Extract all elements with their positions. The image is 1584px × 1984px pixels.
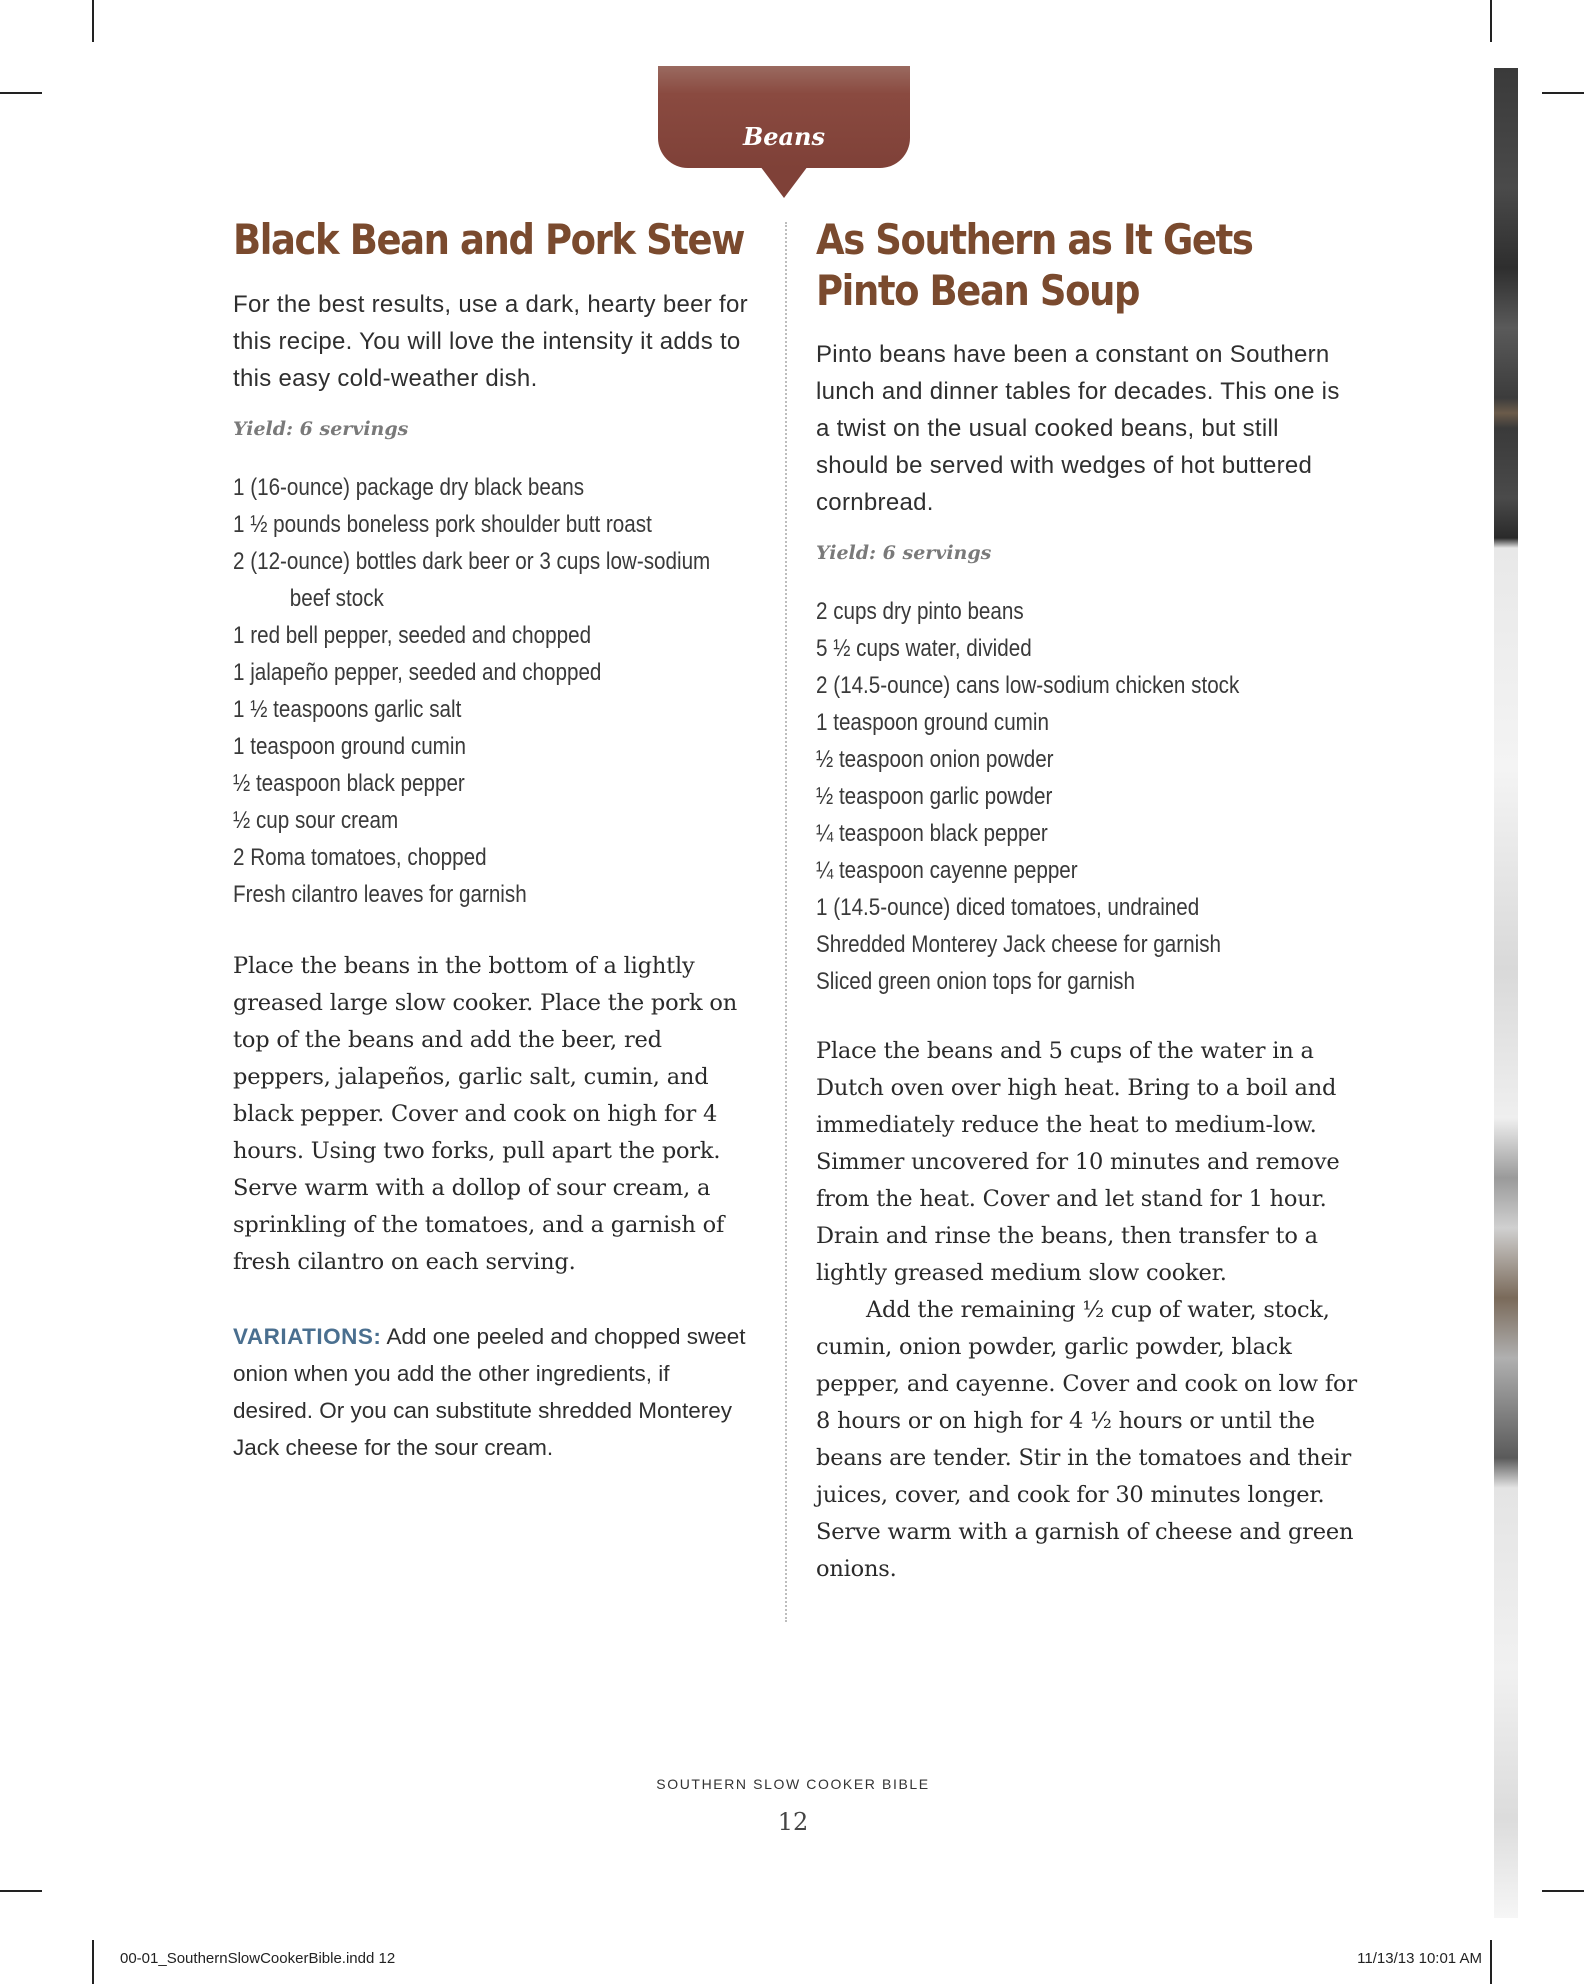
ingredient-item: 1 (16-ounce) package dry black beans	[233, 474, 585, 501]
ingredient-item: ½ teaspoon garlic powder	[816, 783, 1053, 810]
ingredient-item: beef stock	[289, 585, 384, 612]
slug-filename: 00-01_SouthernSlowCookerBible.indd 12	[120, 1950, 396, 1967]
crop-mark	[92, 1940, 94, 1984]
right-recipe-intro: Pinto beans have been a constant on Southern lunch and dinner tables for decades. This one is a twist on the usual cooked beans, but still should be served with wedges of hot buttered cornbread.	[816, 341, 1340, 516]
page-number: 12	[777, 1808, 809, 1836]
crop-mark	[0, 92, 42, 94]
left-recipe-method	[233, 948, 763, 1281]
ingredient-item: 1 red bell pepper, seeded and chopped	[233, 622, 592, 649]
method-paragraph: Add the remaining ½ cup of water, stock, cumin, onion powder, garlic powder, black pepper, and cayenne. Cover and cook on low for 8 hours or on high for 4 ½ hours or until the beans are tender. Stir in the tomatoes and their juices, cover, and cook for 30 minutes longer. Serve warm with a garnish of cheese and green onions.	[816, 1297, 1357, 1582]
crop-mark	[0, 1890, 42, 1892]
crop-mark	[1542, 1890, 1584, 1892]
crop-mark	[1490, 0, 1492, 42]
column-divider	[785, 222, 787, 1622]
crop-mark	[92, 0, 94, 42]
right-recipe-method	[816, 1033, 1362, 1588]
ingredient-item: Fresh cilantro leaves for garnish	[233, 881, 527, 908]
ingredient-item: 1 ½ pounds boneless pork shoulder butt roast	[233, 511, 652, 538]
ingredient-item: ½ teaspoon onion powder	[816, 746, 1054, 773]
ingredient-item: 1 teaspoon ground cumin	[816, 709, 1049, 736]
ingredient-item: 2 (14.5-ounce) cans low-sodium chicken stock	[816, 672, 1240, 699]
right-recipe-title-line2: Pinto Bean Soup	[816, 266, 1140, 315]
ingredient-item: Shredded Monterey Jack cheese for garnish	[816, 931, 1222, 958]
variations-label: VARIATIONS:	[233, 1324, 382, 1349]
ingredient-item: 2 Roma tomatoes, chopped	[233, 844, 487, 871]
slug-timestamp: 11/13/13 10:01 AM	[1357, 1950, 1482, 1967]
ingredient-item: ¼ teaspoon cayenne pepper	[816, 857, 1078, 884]
variations-text: Add one peeled and chopped sweet onion when you add the other ingredients, if desired. Or you can substitute shredded Monterey Jack cheese for the sour cream.	[233, 1324, 746, 1460]
ingredient-item: 1 jalapeño pepper, seeded and chopped	[233, 659, 602, 686]
ingredient-item: ½ teaspoon black pepper	[233, 770, 465, 797]
crop-mark	[1490, 1940, 1492, 1984]
crop-mark	[1542, 92, 1584, 94]
ingredient-item: 1 ½ teaspoons garlic salt	[233, 696, 462, 723]
ingredient-item: Sliced green onion tops for garnish	[816, 968, 1135, 995]
right-recipe-yield: Yield: 6 servings	[816, 542, 992, 564]
right-recipe-title-line1: As Southern as It Gets	[816, 215, 1253, 264]
left-recipe-title: Black Bean and Pork Stew	[233, 215, 744, 264]
ingredient-item: ¼ teaspoon black pepper	[816, 820, 1048, 847]
method-paragraph: Place the beans in the bottom of a lightly greased large slow cooker. Place the pork on top of the beans and add the beer, red peppers, jalapeños, garlic salt, cumin, and black pepper. Cover and cook on high for 4 hours. Using two forks, pull apart the pork. Serve warm with a dollop of sour cream, a sprinkling of the tomatoes, and a garnish of fresh cilantro on each serving.	[233, 953, 738, 1275]
section-tab-label: Beans	[742, 122, 826, 151]
left-recipe-variations	[233, 1318, 753, 1466]
left-recipe-yield: Yield: 6 servings	[233, 418, 409, 440]
ingredient-item: 5 ½ cups water, divided	[816, 635, 1032, 662]
right-ingredient-list	[816, 593, 1356, 1000]
ingredient-item: ½ cup sour cream	[233, 807, 399, 834]
ingredient-item: 1 (14.5-ounce) diced tomatoes, undrained	[816, 894, 1200, 921]
method-paragraph: Place the beans and 5 cups of the water in a Dutch oven over high heat. Bring to a boil and immediately reduce the heat to medium-low. Simmer uncovered for 10 minutes and remove from the heat. Cover and let stand for 1 hour. Drain and rinse the beans, then transfer to a lightly greased medium slow cooker.	[816, 1038, 1340, 1286]
left-recipe-intro: For the best results, use a dark, hearty beer for this recipe. You will love the intensity it adds to this easy cold-weather dish.	[233, 291, 748, 392]
running-footer: SOUTHERN SLOW COOKER BIBLE	[656, 1776, 930, 1792]
ingredient-item: 2 (12-ounce) bottles dark beer or 3 cups low-sodium	[233, 548, 711, 575]
section-tab	[658, 66, 910, 168]
ingredient-item: 1 teaspoon ground cumin	[233, 733, 466, 760]
left-ingredient-list	[233, 469, 773, 913]
ingredient-item: 2 cups dry pinto beans	[816, 598, 1024, 625]
section-tab-point	[760, 166, 808, 198]
page-edge-decoration	[1494, 68, 1518, 1918]
